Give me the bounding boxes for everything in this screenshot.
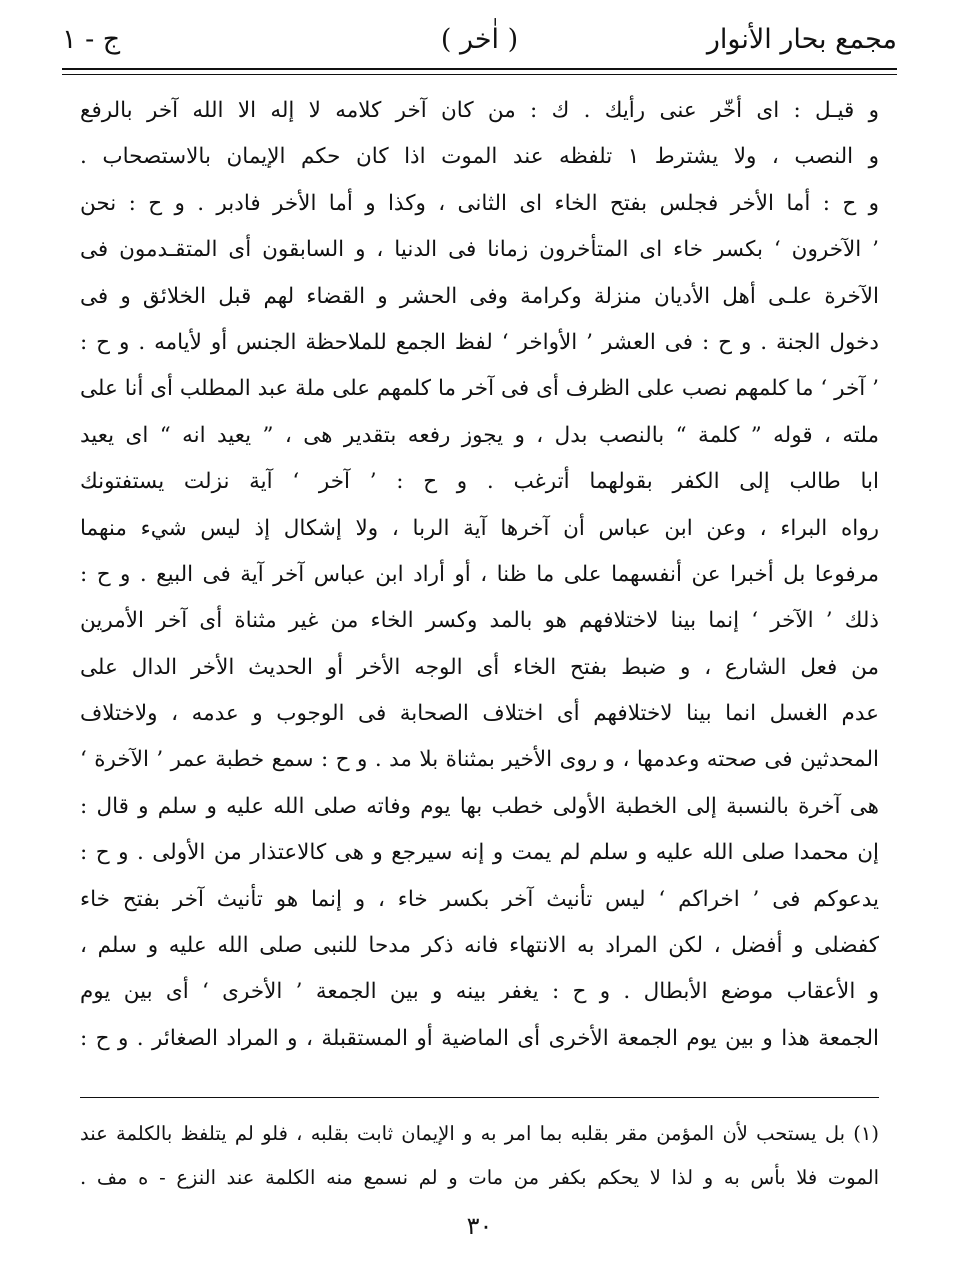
text-line: مرفوعا بل أخبرا عن أنفسهما على ما ظنا ، أو أراد ابن عباس آخر آية فى البيع . و ح : (80, 561, 879, 587)
text-line: المحدثين فى صحته وعدمها ، و روى الأخير بمثناة بلا مد . و ح : سمع خطبة عمر ’ الآخرة ‘ (80, 747, 879, 773)
text-line: ملته ، قوله ” كلمة “ بالنصب بدل ، و يجوز رفعه بتقدير هى ، ” يعيد انه “ اى يعيد (80, 422, 879, 448)
running-header (62, 16, 897, 70)
text-line: الآخرة علـى أهل الأديان منزلة وكرامة وفى الحشر و القضاء لهم قبل الخلائق و فى (80, 283, 879, 309)
text-line: ’ آخر ‘ ما كلمهم نصب على الظرف أى فى آخر ما كلمهم على ملة عبد المطلب أى أنا على (80, 376, 879, 402)
book-title: مجمع بحار الأنوار (706, 24, 897, 55)
text-line: إن محمدا صلى الله عليه و سلم لم يمت و إنه سيرجع و هى كالاعتذار من الأولى . و ح : (80, 840, 879, 866)
page-number: ٣٠ (466, 1212, 493, 1240)
text-line: كفضلى و أفضل ، لكن المراد به الانتهاء فانه ذكر مدحا للنبى صلى الله عليه و سلم ، (80, 933, 879, 959)
footnote-rule (80, 1097, 879, 1098)
text-line: رواه البراء ، وعن ابن عباس أن آخرها آية الربا ، ولا إشكال إذ ليس شيء منهما (80, 515, 879, 541)
footnote-line: الموت فلا بأس به و لذا لا يحكم بكفر من مات و لم نسمع منه الكلمة عند النزع - ه مف . (80, 1166, 879, 1189)
text-line: هى آخرة بالنسبة إلى الخطبة الأولى خطب بها يوم وفاته صلى الله عليه و سلم و قال : (80, 793, 879, 819)
text-line: ذلك ’ الآخر ‘ إنما بينا لاختلافهم هو بالمد وكسر الخاء من غير مثناة أى آخر الأمرين (80, 608, 879, 634)
text-line: و قيـل : اى أخّر عنى رأيك . ك : من كان آخر كلامه لا إله الا الله آخر بالرفع (80, 98, 879, 123)
text-line: و ح : أما الأخر فجلس بفتح الخاء اى الثانى ، وكذا و أما الأخر فادبر . و ح : نحن (80, 190, 879, 216)
header-rule (62, 68, 897, 70)
header-rule-thin (62, 74, 897, 75)
headword: ( اٰخر ) (440, 24, 519, 55)
text-line: من فعل الشارع ، و ضبط بفتح الخاء أى الوجه الأخر أو الحديث الأخر الدال على (80, 654, 879, 680)
text-line: الجمعة هذا و بين يوم الجمعة الأخرى أى الماضية أو المستقبلة ، و المراد الصغائر . و ح : (80, 1025, 879, 1051)
body-text (80, 88, 879, 1062)
text-line: يدعوكم فى ’ اخراكم ‘ ليس تأنيث آخر بكسر خاء ، و إنما هو تأنيث آخر بفتح خاء (80, 886, 879, 912)
text-line: و النصب ، ولا يشترط ١ تلفظه عند الموت اذا كان حكم الإيمان بالاستصحاب . (80, 144, 879, 170)
text-line: دخول الجنة . و ح : فى العشر ’ الأواخر ‘ لفظ الجمع للملاحظة الجنس أو لأيامه . و ح : (80, 329, 879, 355)
volume-number: ج - ١ (62, 24, 121, 55)
footnote-line: (١) بل يستحب لأن المؤمن مقر بقلبه بما امر به و الإيمان ثابت بقلبه ، فلو لم يتلفظ بالكلمة عند (80, 1122, 879, 1145)
text-line: و الأعقاب موضع الأبطال . و ح : يغفر بينه و بين الجمعة ’ الأخرى ‘ أى بين يوم (80, 979, 879, 1005)
text-line: ’ الآخرون ‘ بكسر خاء اى المتأخرون زمانا فى الدنيا ، و السابقون أى المتقـدمون فى (80, 237, 879, 263)
text-line: ابا طالب إلى الكفر بقولهما أترغب . و ح : ’ آخر ‘ آية نزلت يستفتونك (80, 469, 879, 495)
footnotes (80, 1112, 879, 1200)
text-line: عدم الغسل انما بينا لاختلافهم أى اختلاف الصحابة فى الوجوب و عدمه ، ولاختلاف (80, 701, 879, 727)
